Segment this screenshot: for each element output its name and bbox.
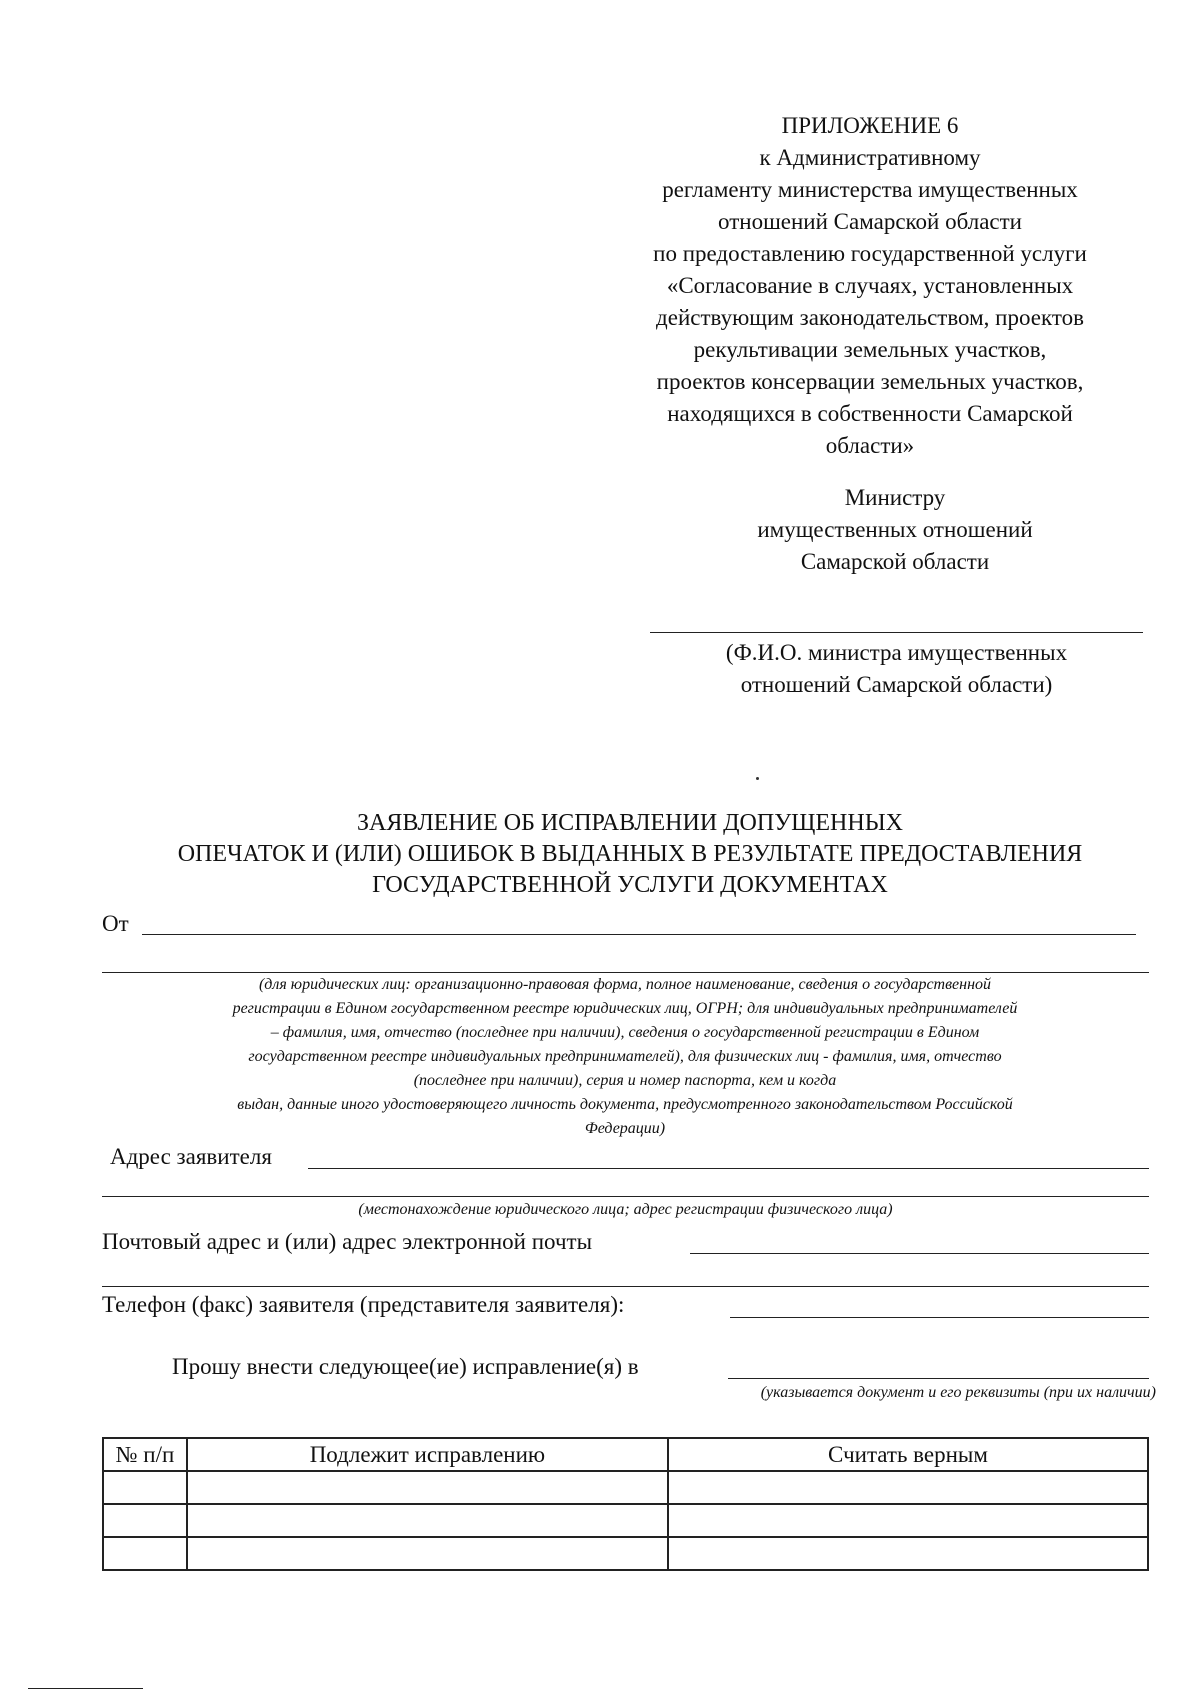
postal-field[interactable]	[690, 1223, 1149, 1254]
table-cell[interactable]	[668, 1537, 1148, 1570]
header-correct-value: Считать верным	[668, 1438, 1148, 1471]
addressee-line: имущественных отношений	[757, 517, 1033, 542]
hint-line: – фамилия, имя, отчество (последнее при наличии), сведения о государственной регистрации в Едином	[270, 1024, 980, 1041]
from-field[interactable]	[142, 904, 1136, 935]
address-hint: (местонахождение юридического лица; адрес регистрации физического лица)	[358, 1201, 893, 1218]
postal-field-continued[interactable]	[102, 1256, 1149, 1287]
request-document-field[interactable]	[728, 1350, 1149, 1379]
address-label: Адрес заявителя	[110, 1144, 272, 1169]
appendix-line: отношений Самарской области	[718, 209, 1022, 234]
title-line: ГОСУДАРСТВЕННОЙ УСЛУГИ ДОКУМЕНТАХ	[372, 872, 888, 898]
minister-name-field[interactable]	[650, 632, 1143, 633]
table-row	[103, 1504, 1148, 1537]
address-field[interactable]	[308, 1138, 1149, 1169]
hint-line: (для юридических лиц: организационно-правовая форма, полное наименование, сведения о государственной	[258, 976, 992, 993]
title-line: ОПЕЧАТОК И (ИЛИ) ОШИБОК В ВЫДАННЫХ В РЕЗУЛЬТАТЕ ПРЕДОСТАВЛЕНИЯ	[177, 841, 1083, 867]
caption-line: (Ф.И.О. министра имущественных	[725, 640, 1068, 665]
table-cell[interactable]	[187, 1504, 668, 1537]
appendix-line: «Согласование в случаях, установленных	[666, 273, 1074, 298]
hint-line: выдан, данные иного удостоверяющего личность документа, предусмотренного законодательством Российской	[237, 1096, 1013, 1113]
from-hint	[80, 973, 1170, 1141]
minister-name-caption	[650, 637, 1143, 701]
hint-line: регистрации в Едином государственном реестре юридических лиц, ОГРН; для индивидуальных предпринимателей	[232, 1000, 1018, 1017]
request-hint: (указывается документ и его реквизиты (при их наличии)	[760, 1384, 1156, 1401]
appendix-header	[595, 110, 1145, 462]
appendix-line: по предоставлению государственной услуги	[653, 241, 1087, 266]
address-field-continued[interactable]	[102, 1166, 1149, 1197]
postal-label: Почтовый адрес и (или) адрес электронной почты	[102, 1229, 593, 1254]
title-line: ЗАЯВЛЕНИЕ ОБ ИСПРАВЛЕНИИ ДОПУЩЕННЫХ	[357, 810, 903, 836]
caption-line: отношений Самарской области)	[740, 672, 1053, 697]
table-row	[103, 1537, 1148, 1570]
appendix-line: области»	[825, 433, 915, 458]
hint-line: (последнее при наличии), серия и номер паспорта, кем и когда	[413, 1072, 837, 1089]
from-label: От	[102, 911, 129, 936]
appendix-line: к Административному	[759, 145, 981, 170]
appendix-line: регламенту министерства имущественных	[662, 177, 1078, 202]
appendix-line: проектов консервации земельных участков,	[656, 369, 1084, 394]
table-header-row	[103, 1438, 1148, 1471]
hint-line: Федерации)	[584, 1120, 666, 1137]
table-row	[103, 1471, 1148, 1504]
corrections-table	[102, 1437, 1149, 1571]
addressee-block	[680, 482, 1110, 578]
document-title	[90, 808, 1170, 901]
table-cell[interactable]	[103, 1471, 187, 1504]
appendix-line: действующим законодательством, проектов	[656, 305, 1084, 330]
table-cell[interactable]	[668, 1504, 1148, 1537]
hint-line: государственном реестре индивидуальных предпринимателей), для физических лиц - фамилия, имя, отчество	[248, 1048, 1002, 1065]
appendix-line: находящихся в собственности Самарской	[667, 401, 1073, 426]
header-number: № п/п	[103, 1438, 187, 1471]
phone-label: Телефон (факс) заявителя (представителя заявителя):	[102, 1292, 625, 1317]
from-field-continued[interactable]	[102, 942, 1149, 973]
table-cell[interactable]	[668, 1471, 1148, 1504]
addressee-line: Самарской области	[800, 549, 990, 574]
phone-field[interactable]	[730, 1287, 1149, 1318]
appendix-line: рекультивации земельных участков,	[693, 337, 1047, 362]
table-cell[interactable]	[103, 1504, 187, 1537]
table-cell[interactable]	[187, 1471, 668, 1504]
request-label: Прошу внести следующее(ие) исправление(я) в	[172, 1354, 639, 1379]
table-cell[interactable]	[103, 1537, 187, 1570]
footnote-separator	[28, 1688, 143, 1689]
table-cell[interactable]	[187, 1537, 668, 1570]
addressee-line: Министру	[844, 485, 946, 510]
scan-speck	[756, 777, 759, 780]
appendix-title: ПРИЛОЖЕНИЕ 6	[781, 113, 959, 138]
header-to-correct: Подлежит исправлению	[187, 1438, 668, 1471]
